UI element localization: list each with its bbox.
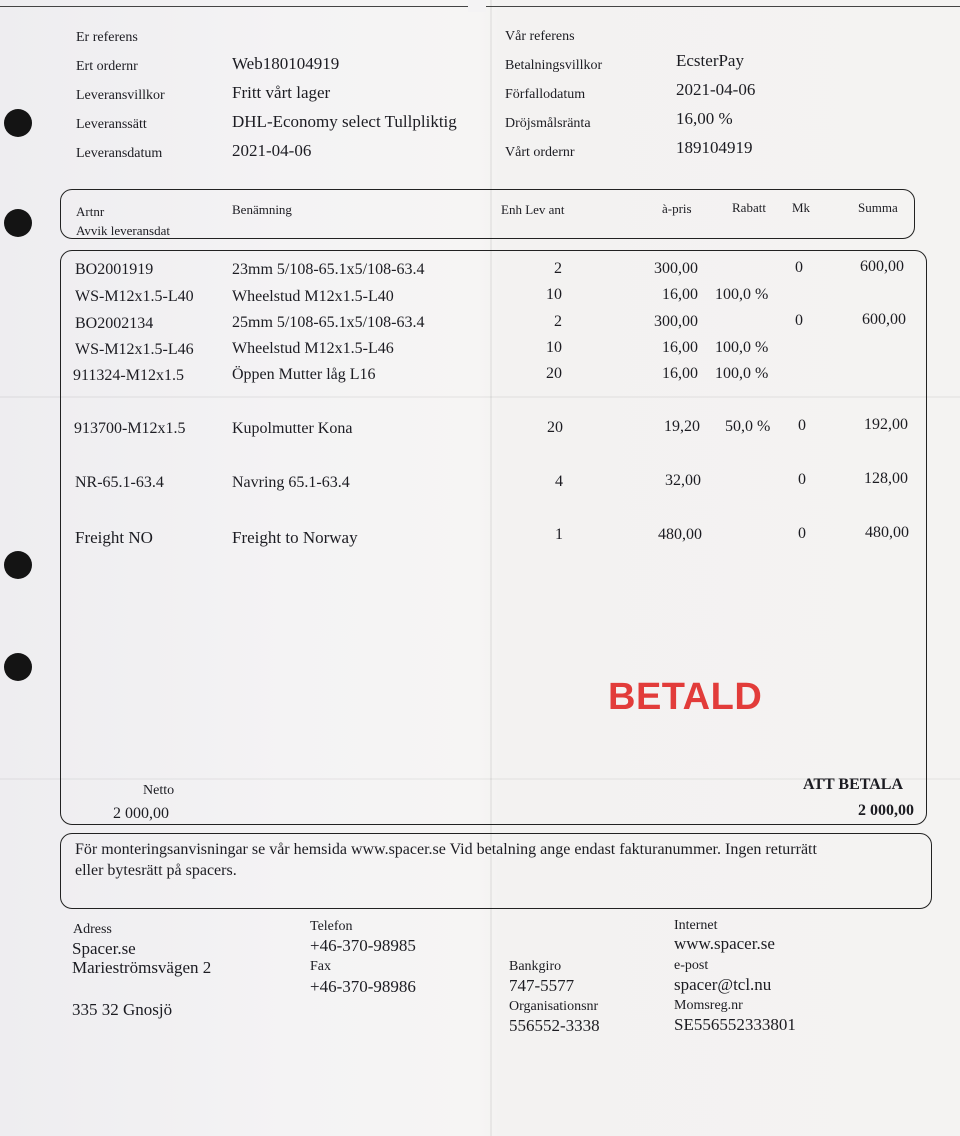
row-rabatt: 100,0 % bbox=[715, 286, 769, 303]
row-summa: 128,00 bbox=[864, 470, 908, 487]
row-levant: 4 bbox=[555, 473, 563, 490]
netto-value: 2 000,00 bbox=[113, 805, 169, 822]
header-value-leveranssatt: DHL-Economy select Tullpliktig bbox=[232, 112, 457, 131]
row-benamning: Wheelstud M12x1.5-L40 bbox=[232, 288, 394, 305]
row-artnr: 913700-M12x1.5 bbox=[74, 420, 186, 437]
row-artnr: Freight NO bbox=[75, 528, 153, 547]
col-enh-levant: Enh Lev ant bbox=[501, 202, 565, 217]
row-summa: 600,00 bbox=[862, 311, 906, 328]
header-label-forfallodatum: Förfallodatum bbox=[505, 87, 586, 102]
row-benamning: 23mm 5/108-65.1x5/108-63.4 bbox=[232, 261, 425, 278]
footer-city: 335 32 Gnosjö bbox=[72, 1000, 173, 1019]
row-mk: 0 bbox=[795, 259, 803, 276]
footer-adress-label: Adress bbox=[73, 922, 112, 937]
footer-internet[interactable]: www.spacer.se bbox=[674, 934, 775, 953]
row-rabatt: 100,0 % bbox=[715, 365, 769, 382]
row-benamning: Navring 65.1-63.4 bbox=[232, 474, 350, 491]
footer-orgnr-label: Organisationsnr bbox=[509, 999, 599, 1014]
att-betala-value: 2 000,00 bbox=[858, 802, 914, 819]
header-label-vart-ordernr: Vårt ordernr bbox=[505, 145, 575, 160]
col-rabatt: Rabatt bbox=[732, 200, 766, 215]
row-apris: 16,00 bbox=[662, 365, 698, 382]
footer-company: Spacer.se bbox=[72, 939, 136, 958]
row-mk: 0 bbox=[798, 525, 806, 542]
footer-fax: +46-370-98986 bbox=[310, 977, 416, 996]
row-levant: 10 bbox=[546, 286, 562, 303]
row-levant: 10 bbox=[546, 339, 562, 356]
footer-internet-label: Internet bbox=[674, 918, 718, 933]
col-benamning: Benämning bbox=[232, 202, 292, 217]
note-line-1: För monteringsanvisningar se vår hemsida www.spacer.se Vid betalning ange endast fakturanummer. Ingen returrätt bbox=[75, 841, 817, 858]
footer-fax-label: Fax bbox=[310, 959, 331, 974]
att-betala-label: ATT BETALA bbox=[803, 776, 904, 793]
header-label-leveransvillkor: Leveransvillkor bbox=[76, 88, 165, 103]
punch-hole bbox=[4, 109, 32, 137]
header-value-vart-ordernr: 189104919 bbox=[676, 138, 753, 157]
row-apris: 480,00 bbox=[658, 526, 702, 543]
netto-label: Netto bbox=[143, 783, 175, 798]
footer-epost-label: e-post bbox=[674, 958, 709, 973]
footer-momsreg-label: Momsreg.nr bbox=[674, 998, 743, 1013]
header-label-leveranssatt: Leveranssätt bbox=[76, 117, 147, 132]
row-levant: 1 bbox=[555, 526, 563, 543]
row-summa: 480,00 bbox=[865, 524, 909, 541]
row-mk: 0 bbox=[795, 312, 803, 329]
row-summa: 600,00 bbox=[860, 258, 904, 275]
row-artnr: WS-M12x1.5-L46 bbox=[75, 341, 194, 358]
header-value-betalningsvillkor: EcsterPay bbox=[676, 51, 744, 70]
header-label-leveransdatum: Leveransdatum bbox=[76, 146, 163, 161]
footer-bankgiro-label: Bankgiro bbox=[509, 959, 562, 974]
row-artnr: BO2001919 bbox=[75, 261, 154, 278]
header-label-betalningsvillkor: Betalningsvillkor bbox=[505, 58, 603, 73]
row-benamning: Öppen Mutter låg L16 bbox=[232, 366, 376, 383]
footer-epost[interactable]: spacer@tcl.nu bbox=[674, 975, 772, 994]
row-apris: 16,00 bbox=[662, 339, 698, 356]
header-label-er-referens: Er referens bbox=[76, 30, 138, 45]
footer-telefon: +46-370-98985 bbox=[310, 936, 416, 955]
items-box bbox=[60, 250, 927, 825]
header-label-ert-ordernr: Ert ordernr bbox=[76, 59, 138, 74]
row-apris: 300,00 bbox=[654, 313, 698, 330]
column-header-box bbox=[60, 189, 915, 239]
punch-hole bbox=[4, 551, 32, 579]
row-apris: 300,00 bbox=[654, 260, 698, 277]
row-artnr: 911324-M12x1.5 bbox=[73, 367, 184, 384]
row-benamning: 25mm 5/108-65.1x5/108-63.4 bbox=[232, 314, 425, 331]
paid-stamp: BETALD bbox=[608, 676, 763, 718]
row-summa: 192,00 bbox=[864, 416, 908, 433]
header-value-drojsmalsranta: 16,00 % bbox=[676, 109, 733, 128]
row-levant: 2 bbox=[554, 313, 562, 330]
header-label-drojsmalsranta: Dröjsmålsränta bbox=[505, 116, 591, 131]
col-avvik-leveransdat: Avvik leveransdat bbox=[76, 223, 170, 238]
col-mk: Mk bbox=[792, 200, 811, 215]
footer-bankgiro: 747-5577 bbox=[509, 976, 575, 995]
footer-telefon-label: Telefon bbox=[310, 919, 353, 934]
footer-orgnr: 556552-3338 bbox=[509, 1016, 600, 1035]
row-levant: 20 bbox=[546, 365, 562, 382]
row-rabatt: 50,0 % bbox=[725, 418, 771, 435]
footer-momsreg: SE556552333801 bbox=[674, 1015, 796, 1034]
col-summa: Summa bbox=[858, 200, 898, 215]
row-apris: 19,20 bbox=[664, 418, 700, 435]
header-value-leveransdatum: 2021-04-06 bbox=[232, 141, 312, 160]
row-levant: 20 bbox=[547, 419, 563, 436]
header-label-var-referens: Vår referens bbox=[505, 29, 575, 44]
row-apris: 16,00 bbox=[662, 286, 698, 303]
header-value-ert-ordernr: Web180104919 bbox=[232, 54, 340, 73]
note-line-2: eller bytesrätt på spacers. bbox=[75, 862, 237, 879]
row-artnr: BO2002134 bbox=[75, 315, 154, 332]
row-mk: 0 bbox=[798, 417, 806, 434]
row-artnr: NR-65.1-63.4 bbox=[75, 474, 164, 491]
row-artnr: WS-M12x1.5-L40 bbox=[75, 288, 194, 305]
header-value-leveransvillkor: Fritt vårt lager bbox=[232, 83, 331, 102]
col-apris: à-pris bbox=[662, 201, 692, 216]
row-benamning: Wheelstud M12x1.5-L46 bbox=[232, 340, 394, 357]
row-apris: 32,00 bbox=[665, 472, 701, 489]
row-mk: 0 bbox=[798, 471, 806, 488]
row-levant: 2 bbox=[554, 260, 562, 277]
row-benamning: Kupolmutter Kona bbox=[232, 420, 353, 437]
row-benamning: Freight to Norway bbox=[232, 528, 358, 547]
header-value-forfallodatum: 2021-04-06 bbox=[676, 80, 756, 99]
punch-hole bbox=[4, 209, 32, 237]
col-artnr: Artnr bbox=[76, 204, 105, 219]
punch-hole bbox=[4, 653, 32, 681]
footer-street: Marieströmsvägen 2 bbox=[72, 958, 212, 977]
row-rabatt: 100,0 % bbox=[715, 339, 769, 356]
